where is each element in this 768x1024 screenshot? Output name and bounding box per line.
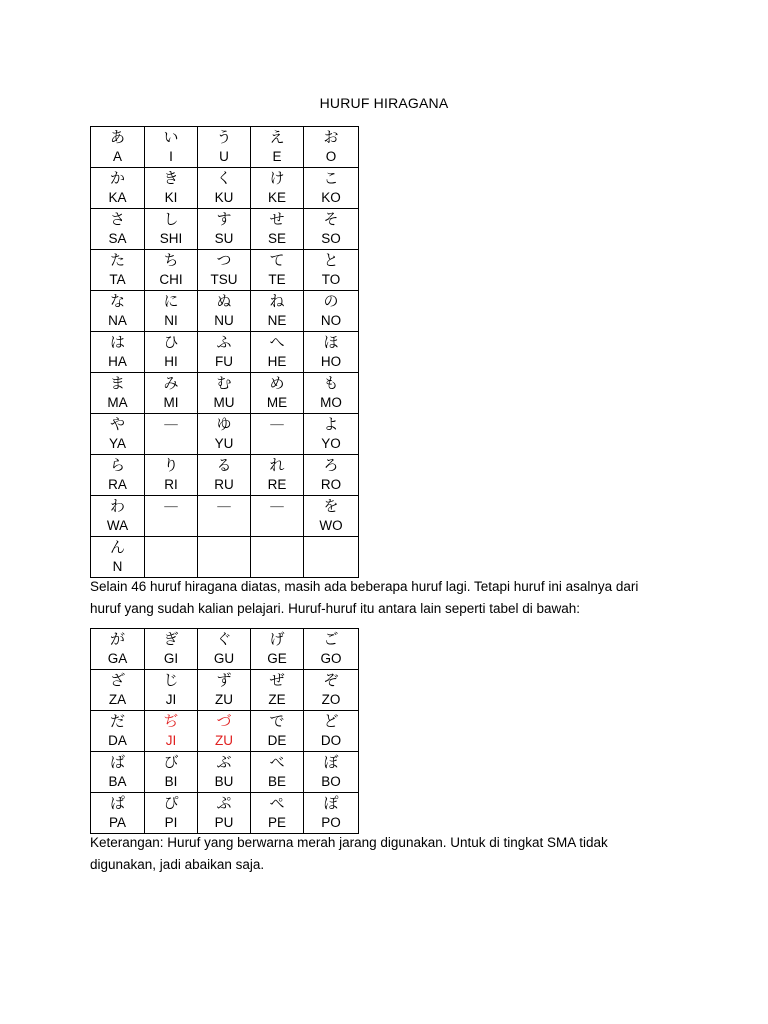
kana-cell — [198, 250, 251, 291]
kana-cell — [304, 414, 359, 455]
romaji-label: KA — [108, 190, 127, 205]
hiragana-character: せ — [269, 210, 285, 228]
romaji-label: DE — [267, 733, 287, 748]
hiragana-character: め — [269, 374, 285, 392]
kana-cell — [304, 250, 359, 291]
kana-cell — [251, 496, 304, 537]
note-paragraph-line: Keterangan: Huruf yang berwarna merah jarang digunakan. Untuk di tingkat SMA tidak — [90, 835, 608, 850]
kana-cell — [251, 291, 304, 332]
hiragana-character: び — [163, 753, 179, 771]
hiragana-basic-table — [90, 126, 359, 578]
hiragana-character: こ — [323, 169, 339, 187]
romaji-label — [251, 434, 303, 454]
kana-cell — [304, 711, 359, 752]
hiragana-character: で — [269, 712, 285, 730]
hiragana-character — [251, 537, 303, 557]
kana-cell — [251, 373, 304, 414]
romaji-label: NE — [267, 313, 287, 328]
hiragana-character: げ — [269, 630, 285, 648]
kana-cell — [198, 332, 251, 373]
kana-row — [91, 127, 359, 168]
hiragana-character: ね — [269, 292, 285, 310]
romaji-label: BI — [164, 774, 178, 789]
kana-row — [91, 373, 359, 414]
kana-row — [91, 711, 359, 752]
romaji-label: A — [112, 149, 122, 164]
kana-cell — [198, 414, 251, 455]
kana-cell — [251, 455, 304, 496]
hiragana-character: き — [163, 169, 179, 187]
hiragana-character: く — [216, 169, 232, 187]
hiragana-character: お — [323, 128, 339, 146]
kana-cell — [304, 127, 359, 168]
kana-cell — [145, 127, 198, 168]
hiragana-character — [198, 537, 250, 557]
hiragana-character: あ — [109, 128, 125, 146]
kana-cell — [304, 670, 359, 711]
hiragana-character: — — [216, 497, 232, 515]
kana-cell — [304, 332, 359, 373]
romaji-label: KE — [267, 190, 286, 205]
romaji-label: DO — [320, 733, 342, 748]
kana-cell — [145, 291, 198, 332]
romaji-label: SO — [321, 231, 341, 246]
romaji-label: GE — [267, 651, 287, 666]
hiragana-character: ぬ — [216, 292, 232, 310]
hiragana-character: ぞ — [323, 671, 339, 689]
note-paragraph — [90, 832, 690, 876]
kana-cell — [251, 711, 304, 752]
hiragana-character: つ — [216, 251, 232, 269]
kana-cell — [91, 711, 145, 752]
romaji-label: SU — [214, 231, 234, 246]
hiragana-character: だ — [109, 712, 125, 730]
romaji-label: KI — [164, 190, 178, 205]
romaji-label: RA — [108, 477, 127, 492]
kana-cell — [251, 752, 304, 793]
kana-cell — [198, 752, 251, 793]
kana-cell — [91, 455, 145, 496]
romaji-label: E — [272, 149, 282, 164]
romaji-label: TO — [321, 272, 341, 287]
kana-cell — [251, 629, 304, 670]
romaji-label: NI — [164, 313, 178, 328]
kana-cell — [198, 711, 251, 752]
romaji-label: PI — [164, 815, 178, 830]
kana-cell — [198, 670, 251, 711]
kana-cell — [91, 496, 145, 537]
hiragana-character: て — [269, 251, 285, 269]
kana-row — [91, 670, 359, 711]
hiragana-character: — — [163, 415, 179, 433]
kana-cell — [91, 291, 145, 332]
kana-cell — [91, 250, 145, 291]
hiragana-character: — — [269, 497, 285, 515]
hiragana-character: み — [163, 374, 179, 392]
hiragana-character: へ — [269, 333, 285, 351]
romaji-label: GA — [107, 651, 128, 666]
kana-cell — [145, 168, 198, 209]
hiragana-character: と — [323, 251, 339, 269]
kana-cell — [251, 250, 304, 291]
romaji-label: N — [112, 559, 123, 574]
hiragana-character: が — [109, 630, 125, 648]
hiragana-dakuten-table — [90, 628, 359, 834]
kana-row — [91, 414, 359, 455]
hiragana-character: さ — [109, 210, 125, 228]
kana-cell — [145, 373, 198, 414]
hiragana-character: れ — [269, 456, 285, 474]
kana-row — [91, 793, 359, 834]
kana-cell — [91, 332, 145, 373]
kana-cell — [91, 752, 145, 793]
kana-cell — [91, 629, 145, 670]
kana-cell — [251, 127, 304, 168]
kana-cell — [304, 168, 359, 209]
hiragana-character: づ — [216, 712, 232, 730]
kana-row — [91, 629, 359, 670]
hiragana-character: ぼ — [323, 753, 339, 771]
hiragana-character: ち — [163, 251, 179, 269]
romaji-label: RE — [267, 477, 287, 492]
hiragana-character: む — [216, 374, 232, 392]
kana-cell — [304, 793, 359, 834]
romaji-label: YA — [108, 436, 126, 451]
romaji-label: JI — [165, 733, 177, 748]
intro-paragraph-line: huruf yang sudah kalian pelajari. Huruf-huruf itu antara lain seperti tabel di bawah: — [90, 601, 581, 616]
romaji-label: TSU — [210, 272, 238, 287]
kana-cell — [91, 373, 145, 414]
hiragana-character: ぶ — [216, 753, 232, 771]
romaji-label: ZU — [215, 733, 233, 748]
hiragana-character: ぱ — [109, 794, 125, 812]
romaji-label: PU — [214, 815, 234, 830]
kana-cell — [91, 537, 145, 578]
kana-cell — [304, 537, 359, 578]
romaji-label: YU — [214, 436, 234, 451]
kana-row — [91, 332, 359, 373]
romaji-label: RU — [214, 477, 234, 492]
note-paragraph-line: digunakan, jadi abaikan saja. — [90, 857, 265, 872]
hiragana-character: じ — [163, 671, 179, 689]
hiragana-character — [304, 537, 358, 557]
hiragana-character: ず — [216, 671, 232, 689]
romaji-label: ZA — [108, 692, 127, 707]
hiragana-character: し — [163, 210, 179, 228]
kana-cell — [251, 670, 304, 711]
romaji-label: HA — [108, 354, 127, 369]
hiragana-character: は — [109, 333, 125, 351]
romaji-label: U — [219, 149, 229, 164]
hiragana-character: べ — [269, 753, 285, 771]
hiragana-character: わ — [109, 497, 125, 515]
romaji-label — [198, 516, 250, 536]
romaji-label: MU — [213, 395, 235, 410]
hiragana-character: よ — [323, 415, 339, 433]
kana-cell — [145, 332, 198, 373]
kana-cell — [304, 291, 359, 332]
kana-cell — [145, 670, 198, 711]
kana-cell — [251, 168, 304, 209]
kana-cell — [145, 537, 198, 578]
romaji-label: PE — [267, 815, 286, 830]
romaji-label: KO — [321, 190, 341, 205]
kana-cell — [251, 793, 304, 834]
romaji-label: ZE — [268, 692, 286, 707]
romaji-label: O — [325, 149, 337, 164]
kana-cell — [145, 629, 198, 670]
romaji-label — [145, 516, 197, 536]
romaji-label: ZU — [215, 692, 233, 707]
romaji-label: SE — [267, 231, 286, 246]
romaji-label: PA — [108, 815, 126, 830]
romaji-label: WA — [106, 518, 129, 533]
kana-cell — [198, 629, 251, 670]
romaji-label — [145, 557, 197, 577]
romaji-label: RI — [164, 477, 178, 492]
romaji-label: BO — [321, 774, 341, 789]
kana-row — [91, 250, 359, 291]
kana-row — [91, 291, 359, 332]
kana-cell — [304, 752, 359, 793]
kana-cell — [145, 496, 198, 537]
hiragana-character: — — [163, 497, 179, 515]
hiragana-character: に — [163, 292, 179, 310]
kana-cell — [251, 537, 304, 578]
kana-cell — [304, 455, 359, 496]
kana-cell — [198, 537, 251, 578]
romaji-label: YO — [321, 436, 341, 451]
hiragana-character: う — [216, 128, 232, 146]
romaji-label: KU — [214, 190, 234, 205]
hiragana-character: ろ — [323, 456, 339, 474]
hiragana-character: え — [269, 128, 285, 146]
hiragana-character: ぢ — [163, 712, 179, 730]
hiragana-character: け — [269, 169, 285, 187]
romaji-label: ME — [266, 395, 288, 410]
kana-cell — [198, 455, 251, 496]
kana-cell — [251, 414, 304, 455]
hiragana-character: ば — [109, 753, 125, 771]
romaji-label — [251, 516, 303, 536]
kana-cell — [251, 332, 304, 373]
kana-cell — [198, 291, 251, 332]
kana-cell — [91, 414, 145, 455]
romaji-label: TA — [109, 272, 126, 287]
romaji-label: BE — [267, 774, 286, 789]
romaji-label: HI — [164, 354, 178, 369]
romaji-label — [145, 434, 197, 454]
kana-cell — [91, 670, 145, 711]
hiragana-character: や — [109, 415, 125, 433]
romaji-label: MO — [320, 395, 342, 410]
hiragana-character: な — [109, 292, 125, 310]
kana-cell — [198, 373, 251, 414]
kana-cell — [145, 209, 198, 250]
hiragana-character: ぷ — [216, 794, 232, 812]
hiragana-character: ぐ — [216, 630, 232, 648]
kana-cell — [304, 629, 359, 670]
romaji-label: GO — [320, 651, 342, 666]
romaji-label: MI — [163, 395, 179, 410]
romaji-label: GU — [213, 651, 235, 666]
hiragana-character: い — [163, 128, 179, 146]
kana-cell — [198, 496, 251, 537]
hiragana-character: も — [323, 374, 339, 392]
hiragana-character: ま — [109, 374, 125, 392]
hiragana-character: ぺ — [269, 794, 285, 812]
romaji-label: I — [169, 149, 173, 164]
kana-cell — [304, 373, 359, 414]
kana-cell — [145, 752, 198, 793]
hiragana-character: ん — [109, 538, 125, 556]
romaji-label: CHI — [159, 272, 183, 287]
hiragana-character: た — [109, 251, 125, 269]
kana-cell — [251, 209, 304, 250]
romaji-label: RO — [320, 477, 342, 492]
romaji-label: WO — [319, 518, 343, 533]
hiragana-character: を — [323, 497, 339, 515]
kana-cell — [198, 127, 251, 168]
romaji-label: HO — [320, 354, 342, 369]
hiragana-character: ぎ — [163, 630, 179, 648]
kana-cell — [91, 127, 145, 168]
kana-cell — [198, 168, 251, 209]
hiragana-character — [145, 537, 197, 557]
kana-cell — [198, 209, 251, 250]
romaji-label: BU — [214, 774, 234, 789]
hiragana-character: ら — [109, 456, 125, 474]
romaji-label: NU — [214, 313, 234, 328]
romaji-label: TE — [268, 272, 286, 287]
kana-cell — [145, 711, 198, 752]
hiragana-character: そ — [323, 210, 339, 228]
romaji-label — [251, 557, 303, 577]
kana-row — [91, 209, 359, 250]
intro-paragraph — [90, 576, 690, 620]
kana-cell — [91, 168, 145, 209]
hiragana-character: ぴ — [163, 794, 179, 812]
romaji-label: BA — [108, 774, 127, 789]
kana-row — [91, 496, 359, 537]
hiragana-character: す — [216, 210, 232, 228]
kana-row — [91, 168, 359, 209]
romaji-label: SA — [108, 231, 127, 246]
kana-cell — [91, 793, 145, 834]
kana-cell — [91, 209, 145, 250]
hiragana-character: の — [323, 292, 339, 310]
hiragana-character: ご — [323, 630, 339, 648]
hiragana-character: ぽ — [323, 794, 339, 812]
kana-row — [91, 537, 359, 578]
kana-row — [91, 455, 359, 496]
romaji-label — [304, 557, 358, 577]
hiragana-character: ど — [323, 712, 339, 730]
hiragana-character: ふ — [216, 333, 232, 351]
kana-cell — [145, 455, 198, 496]
kana-cell — [145, 250, 198, 291]
romaji-label: MA — [107, 395, 128, 410]
hiragana-character: ほ — [323, 333, 339, 351]
romaji-label: PO — [321, 815, 341, 830]
romaji-label — [198, 557, 250, 577]
romaji-label: JI — [165, 692, 177, 707]
hiragana-character: ひ — [163, 333, 179, 351]
kana-cell — [304, 209, 359, 250]
kana-cell — [145, 793, 198, 834]
kana-cell — [198, 793, 251, 834]
romaji-label: FU — [215, 354, 233, 369]
kana-cell — [145, 414, 198, 455]
hiragana-character: り — [163, 456, 179, 474]
hiragana-character: ざ — [109, 671, 125, 689]
romaji-label: DA — [108, 733, 127, 748]
hiragana-character: — — [269, 415, 285, 433]
romaji-label: NO — [320, 313, 342, 328]
romaji-label: ZO — [321, 692, 341, 707]
romaji-label: GI — [163, 651, 179, 666]
romaji-label: HE — [267, 354, 287, 369]
hiragana-character: る — [216, 456, 232, 474]
hiragana-character: ぜ — [269, 671, 285, 689]
page-title: HURUF HIRAGANA — [319, 95, 449, 111]
romaji-label: SHI — [159, 231, 183, 246]
kana-cell — [304, 496, 359, 537]
romaji-label: NA — [108, 313, 127, 328]
hiragana-character: ゆ — [216, 415, 232, 433]
kana-row — [91, 752, 359, 793]
hiragana-character: か — [109, 169, 125, 187]
intro-paragraph-line: Selain 46 huruf hiragana diatas, masih ada beberapa huruf lagi. Tetapi huruf ini asalnya dari — [90, 579, 639, 594]
